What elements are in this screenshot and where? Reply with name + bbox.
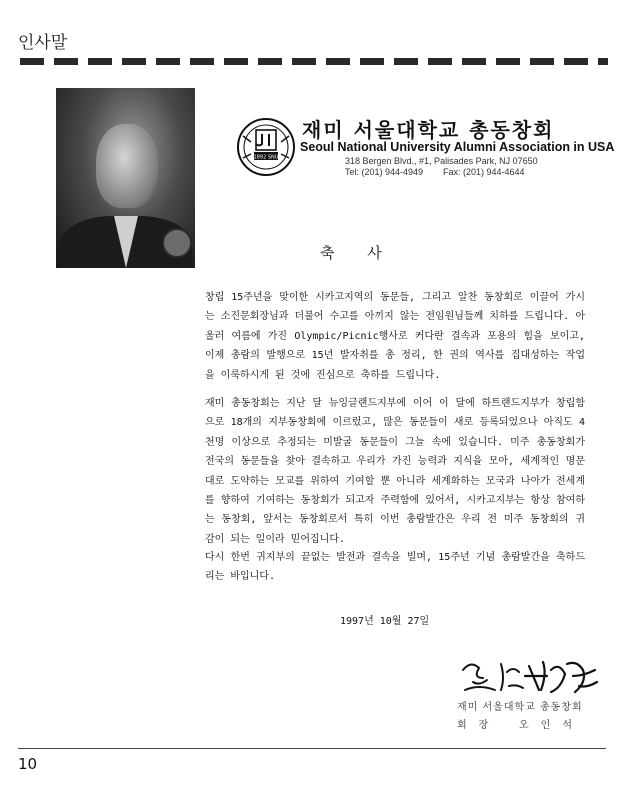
signatory-org: 재미 서울대학교 총동창회: [457, 702, 583, 713]
seal-text: 1892 SNU: [253, 154, 279, 161]
org-phones: [345, 167, 585, 177]
president-photo: [56, 88, 195, 268]
letter-paragraph: 다시 한번 귀지부의 끝없는 발전과 결속을 빌며, 15주년 기념 총람발간을 축하드리는 바입니다.: [205, 552, 585, 583]
signatory-name: 오인석: [519, 720, 584, 731]
letter-paragraph: 재미 총동창회는 지난 달 뉴잉글랜드지부에 이어 이 달에 하트랜드지부가 창립함으로 18개의 지부동창회에 이르렀고, 많은 동문들이 새로 등록되었으나 아직도 4천명 이상으로 추정되는 미발굴 동문들이 그늘 속에 있습니다. 미주 총동창회가 전국의 동문들을 찾아 결속하고 우리가 가진 능력과 지식을 모아, 세계적인 명문대로 도약하는 모교를 위하여 기여할 뿐 아니라 세계화하는 모국과 나아가 전세계를 향하여 기여하는 동창회가 되고자 주력함에 있어서, 시카고지부는 항상 참여하는 동창회, 앞서는 동창회로서 특히 이번 총람발간은 우리 전 미주 동창회의 귀감이 되는 일이라 믿어집니다.: [205, 398, 585, 545]
footer-rule: [18, 748, 606, 749]
signatory-role: 회장: [457, 720, 501, 731]
section-label: 인사말: [18, 33, 68, 53]
page-number: 10: [18, 755, 38, 773]
letter-paragraph: 창립 15주년을 맞이한 시카고지역의 동문들, 그리고 알찬 동창회로 이끌어 가시는 소진문회장님과 더불어 수고를 아끼지 않는 전임원님들께 치하를 드립니다. 아울러 여름에 가진 Olympic/Picnic행사로 커다란 결속과 포용의 힘을 보이고, 이제 총람의 발행으로 15년 발자취를 총 정리, 한 권의 역사를 집대성하는 작업을 이룩하시게 된 것에 진심으로 축하를 드립니다.: [205, 292, 585, 381]
letter-title: 축 사: [320, 244, 396, 262]
microphone-icon: [162, 228, 192, 258]
org-address: 318 Bergen Blvd., #1, Palisades Park, NJ 07650: [345, 156, 538, 166]
university-seal-logo: [235, 116, 297, 178]
handwritten-signature: [455, 652, 605, 700]
org-fax: Fax: (201) 944-4644: [443, 167, 525, 177]
org-tel: Tel: (201) 944-4949: [345, 167, 424, 177]
org-name-english: Seoul National University Alumni Association in USA: [300, 140, 615, 154]
org-name-korean: 재미 서울대학교 총동창회: [302, 118, 555, 142]
header-dashed-rule: [20, 58, 608, 65]
letter-date: 1997년 10월 27일: [340, 616, 430, 627]
signatory-line: [457, 716, 607, 731]
